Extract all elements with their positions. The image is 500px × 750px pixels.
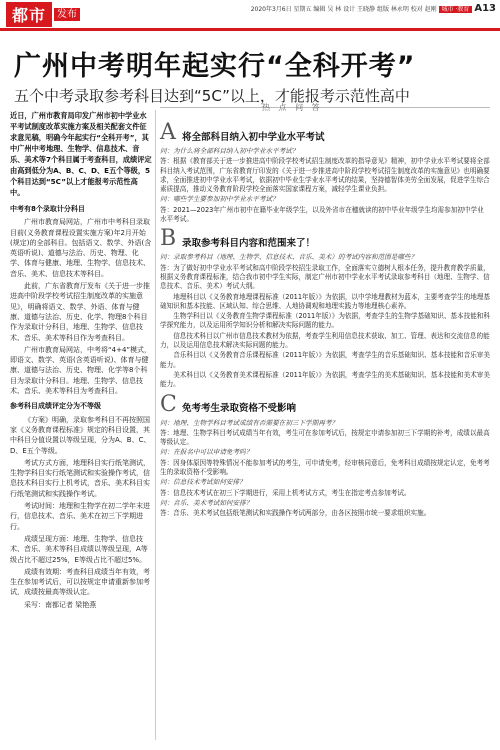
headline: 广州中考明年起实行“全科开考”	[14, 51, 416, 82]
subheadline: 五个中考录取参考科目达到“5C”以上，才能报考示范性高中	[14, 87, 410, 105]
brand-main: 都市	[6, 2, 52, 27]
answer: 答：信息技术考试在初三下学期进行，采用上机考试方式，考生在指定考点参加考试。	[160, 488, 411, 497]
section-letter: A	[160, 120, 176, 145]
column-divider	[155, 110, 156, 740]
left-paragraph: 成绩有效期：考查科目成绩当年有效，考生在参加考试后，可以按规定申请重新参加考试，成绩按最高等级认定。	[10, 567, 150, 597]
question: 问：地理、生物学科目考试成绩有否需要在初三下学期再考？	[160, 418, 339, 427]
paragraph: 生物学科目以《义务教育生物学课程标准（2011年版）》为依据，考查学生的生物学基础知识、基本技能和科学探究能力，以及运用所学知识分析和解决实际问题的能力。	[160, 312, 490, 330]
left-paragraph: 广州市教育局网站，中考将“4+4”模式，即语文、数学、英语(含英语听说)、体育与健康、道德与法治、历史、物理、化学等8个科目为录取计分科目。地理、生物学、信息技术、音乐、美术等科目为考查科目。	[10, 345, 152, 396]
header-meta: 2020年3月6日 星期五 编辑 吴 林 设计 王晓静 组版 林永明 校对 赵刚	[250, 6, 437, 13]
answer: 答：因身体原因等特殊情况不能参加考试的考生，可申请免考，经审核同意后，免考科目成绩按规定认定，免考考生的录取资格不受影响。	[160, 458, 490, 477]
hotspot-label: 热 点 问 答	[262, 103, 323, 112]
page-number: A13	[474, 3, 496, 14]
left-paragraph: 《方案》明确，录取参考科目不再按照国家《义务教育课程标准》规定的科目设置，其中科目分值设置以等级呈现，分为A、B、C、D、E五个等级。	[10, 415, 151, 455]
paragraph: 音乐科目以《义务教育音乐课程标准（2011年版）》为依据，考查学生的音乐基础知识、基本技能和音乐审美能力。	[160, 351, 490, 369]
section-heading	[160, 228, 490, 250]
left-paragraph: 成绩呈现方面：地理、生物学、信息技术、音乐、美术等科目成绩以等级呈现，A等级占比不超过25%，E等级占比不超过5%。	[10, 534, 148, 564]
section-letter: B	[160, 226, 177, 252]
hotspot-rule	[160, 107, 490, 108]
section-badge: 城市 ·教育	[439, 6, 473, 13]
left-paragraph: 考试时间：地理和生物学在初二学年末进行，信息技术、音乐、美术在初三下学期进行。	[10, 502, 150, 531]
question: 问：在报名中可以申请免考吗？	[160, 448, 253, 457]
paragraph: 地理科目以《义务教育地理课程标准（2011年版）》为依据，以中学地理教材为蓝本，主要考查学生的地理基础知识和基本技能、区域认知、综合思维、人地协调观和地理实践力等地理核心素养。	[160, 292, 490, 310]
answer: 答：2021—2023年广州市初中在籍毕业年级学生，以及外省市在穗就读的初中毕业年级学生均需参加初中学业水平考试。	[160, 205, 484, 224]
answer: 答：根据《教育部关于进一步推进高中阶段学校考试招生制度改革的指导意见》精神，初中学业水平考试要将全部科目纳入考试范围，广东省教育厅印发的《关于进一步推进高中阶段学校考试招生制度改革的实施意见》也明确要求，全面推进初中学业水平考试，依据初中毕业生学业水平考试的结果，坚持德智体美劳全面发展，促进学生综合素质提高，推动义务教育阶段学校全面落实国家课程方案，减轻学生课业负担。	[160, 157, 490, 194]
left-subheading-2: 参考科目成绩评定分为不等级	[10, 402, 101, 411]
question: 问：哪些学生要参加初中学业水平考试？	[160, 195, 279, 204]
question: 问：录取参考科目（地理、生物学、信息技术、音乐、美术）的考试内容和范围是哪些？	[160, 253, 418, 262]
qa-column	[160, 118, 490, 520]
header-rule	[0, 28, 500, 31]
section-title: 将全部科目纳入初中学业水平考试	[182, 131, 325, 143]
question: 问：信息技术考试如何安排？	[160, 478, 246, 487]
brand-sub: 发布	[54, 8, 80, 21]
left-paragraph: 广州市教育局网站，广州市中考科目录取目前(义务教育课程设置实施方案)年2月开始(规定)的全部科目。包括语文、数学、外语(含英语听说)、道德与法治、历史、物理、化学、体育与健康、地理、生物学、信息技术、音乐、美术、信息技术等科目。	[10, 218, 152, 278]
question: 问：音乐、美术考试如何安排？	[160, 498, 253, 507]
answer: 答：为了做好初中学业水平考试和高中阶段学校招生录取工作，全面落实立德树人根本任务，提升教育教学质量，根据义务教育课程标准，结合我市初中学生实际，制定广州市初中学业水平考试录取参考科目（地理、生物学、信息技术、音乐、美术）考试大纲。	[160, 263, 490, 291]
left-paragraph: 考试方式方面，地理科目实行纸笔测试，生物学科目实行纸笔测试和实验操作考试，信息技术科目实行上机考试，音乐、美术科目实行纸笔测试和实践操作考试。	[10, 458, 150, 498]
section-letter: C	[160, 391, 177, 417]
top-bar	[0, 0, 500, 30]
reporter-credit: 采写：南都记者 梁艳燕	[24, 600, 97, 609]
paragraph: 信息技术科目以广州市信息技术教材为依据，考查学生利用信息技术获取、加工、管理、表达和交流信息的能力，以及运用信息技术解决实际问题的能力。	[160, 331, 490, 350]
section-heading	[160, 391, 490, 417]
section-title: 免考考生录取资格不受影响	[182, 403, 297, 415]
left-column	[10, 110, 152, 612]
intro-paragraph: 近日，广州市教育局印发广州市初中学业水平考试制度改革实施方案及相关配套文件征求意见稿，明确今年起实行“全科开考”，其中广州中考地理、生物学、信息技术、音乐、美术等7个科目属于考查科目，成绩评定由高到低分为A、B、C、D、E五个等级，5个科目达到“5C”以上才能报考示范性高中。	[10, 111, 152, 197]
question: 问：为什么将全部科目纳入初中学业水平考试？	[160, 147, 299, 155]
left-subheading-1: 中考有8个录取计分科目	[10, 205, 85, 213]
section-heading	[160, 122, 490, 144]
answer: 答：音乐、美术考试包括纸笔测试和实践操作考试两部分，由各区按照市统一要求组织实施。	[160, 509, 431, 518]
section-title: 录取参考科目内容和范围来了！	[182, 238, 316, 250]
answer: 答：地理、生物学科目考试成绩当年有效，考生可在参加考试后，按规定申请参加初三下学期的补考，成绩以最高等级认定。	[160, 428, 490, 447]
left-paragraph: 此前，广东省教育厅发布《关于进一步推进高中阶段学校考试招生制度改革的实施意见》，明确将语文、数学、外语、体育与健康、道德与法治、历史、化学、物理8个科目作为录取计分科目，地理、生物学、信息技术、音乐、美术等科目作为考查科目。	[10, 282, 150, 342]
paragraph: 美术科目以《义务教育美术课程标准（2011年版）》为依据，考查学生的美术基础知识、基本技能和美术审美能力。	[160, 370, 490, 389]
masthead-logo	[6, 3, 80, 25]
header-info	[150, 3, 496, 14]
